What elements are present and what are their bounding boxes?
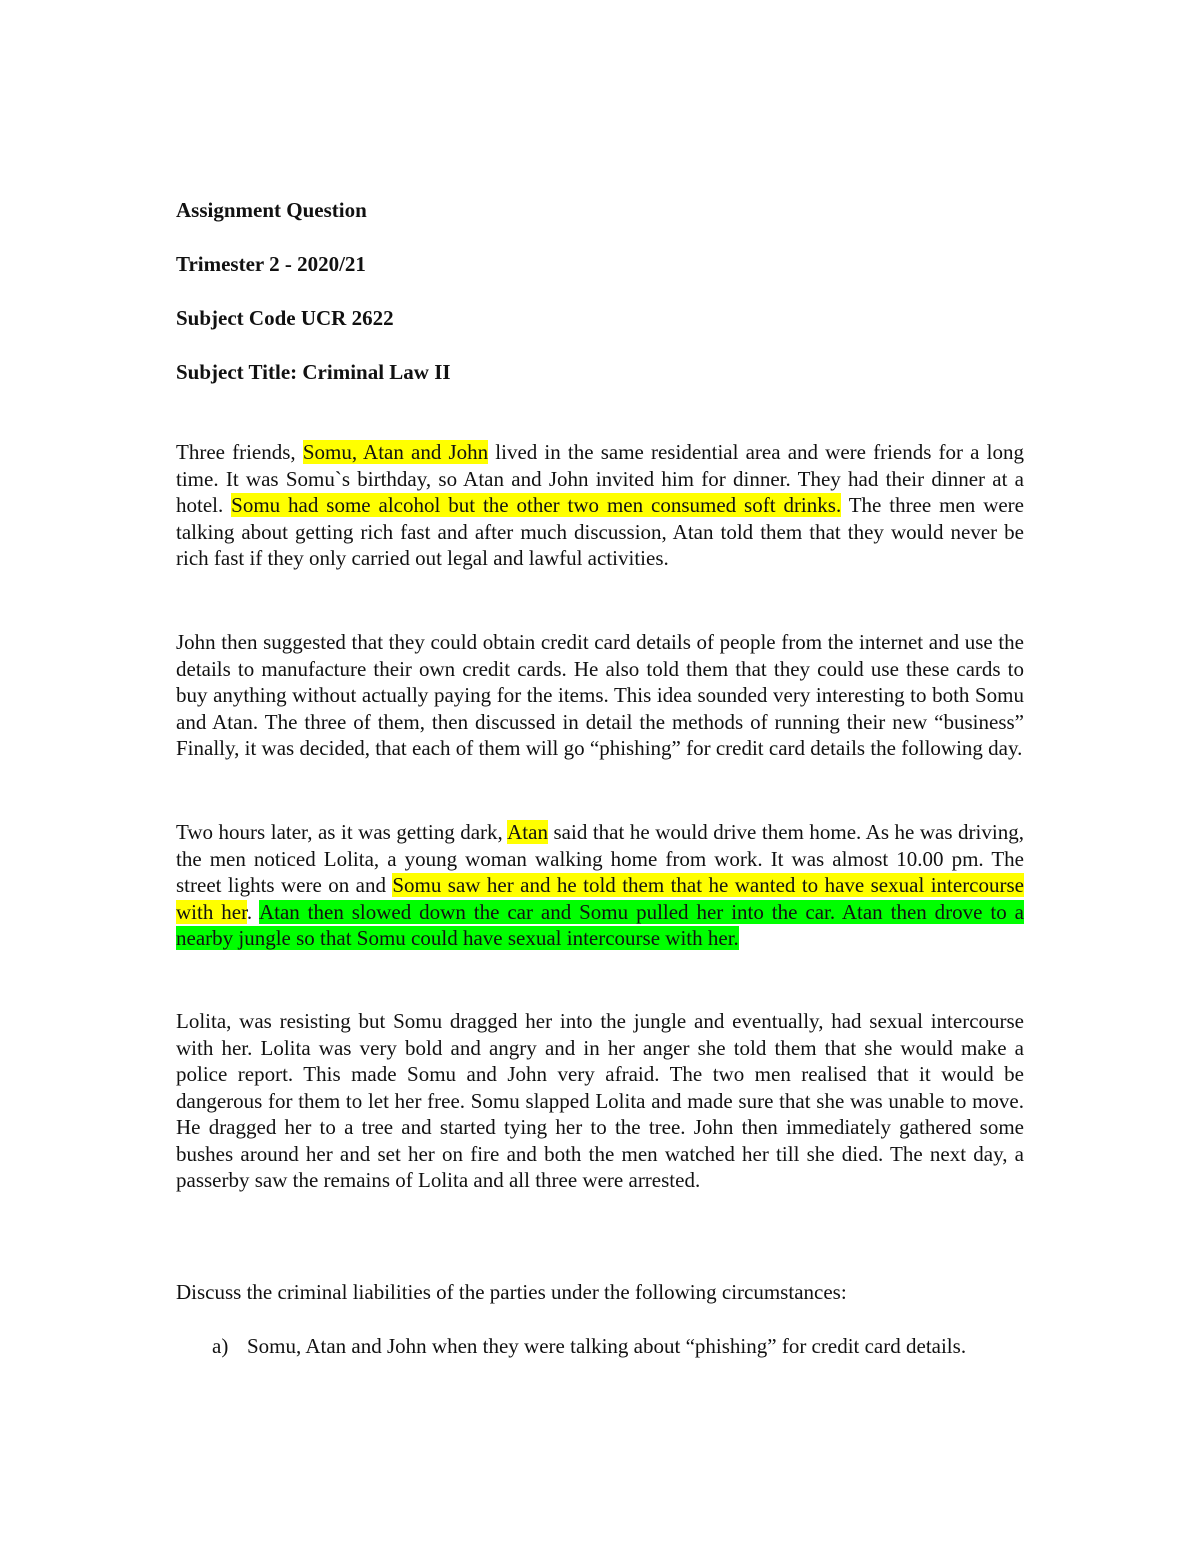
text-run: Two hours later, as it was getting dark,: [176, 820, 508, 844]
subject-title-heading: Subject Title: Criminal Law II: [176, 360, 451, 384]
instruction-text: Discuss the criminal liabilities of the parties under the following circumstances:: [176, 1280, 847, 1304]
highlight-atan: Atan: [507, 820, 548, 844]
text-run: Three friends,: [176, 440, 303, 464]
text-run: said that he would drive them home. As he was driving, the men noticed Lolita, a young woman walking home from work. It was almost 10.00 pm. The street lights were on and: [176, 820, 1024, 897]
text-run: lived in the same residential area and were friends for a long time. It was Somu`s birthday, so Atan and John invited him for dinner. They had their dinner at a hotel.: [176, 440, 1024, 517]
highlight-somu-intent: Somu saw her and he told them that he wanted to have sexual intercourse with her: [176, 873, 1024, 924]
list-item: [176, 1333, 1024, 1360]
text-run: .: [246, 899, 259, 924]
text-run: The three men were talking about getting rich fast and after much discussion, Atan told them that they would never be rich fast if they only carried out legal and lawful activities.: [176, 493, 1024, 570]
highlight-alcohol: Somu had some alcohol but the other two men consumed soft drinks.: [231, 493, 842, 517]
subject-code-heading: Subject Code UCR 2622: [176, 306, 394, 330]
highlight-abduction: Atan then slowed down the car and Somu pulled her into the car. Atan then drove to a nearby jungle so that Somu could have sexual intercourse with her.: [176, 899, 1024, 950]
paragraph-murder: Lolita, was resisting but Somu dragged her into the jungle and eventually, had sexual intercourse with her. Lolita was very bold and angry and in her anger she told them that she would make a police report. This made Somu and John very afraid. The two men realised that it would be dangerous for them to let her free. Somu slapped Lolita and made sure that she was unable to move. He dragged her to a tree and started tying her to the tree. John then immediately gathered some bushes around her and set her on fire and both the men watched her till she died. The next day, a passerby saw the remains of Lolita and all three were arrested.: [176, 1009, 1024, 1192]
paragraph-phishing-plan: John then suggested that they could obtain credit card details of people from the internet and use the details to manufacture their own credit cards. He also told them that they could use these cards to buy anything without actually paying for the items. This idea sounded very interesting to both Somu and Atan. The three of them, then discussed in detail the methods of running their new “business” Finally, it was decided, that each of them will go “phishing” for credit card details the following day.: [176, 630, 1024, 760]
assignment-heading: Assignment Question: [176, 198, 367, 222]
list-item-text: Somu, Atan and John when they were talking about “phishing” for credit card details.: [247, 1334, 967, 1358]
trimester-heading: Trimester 2 - 2020/21: [176, 252, 366, 276]
list-marker: a): [212, 1334, 229, 1358]
paragraph-intro: [176, 439, 1024, 572]
highlight-names: Somu, Atan and John: [302, 440, 489, 464]
paragraph-abduction: [176, 819, 1024, 952]
